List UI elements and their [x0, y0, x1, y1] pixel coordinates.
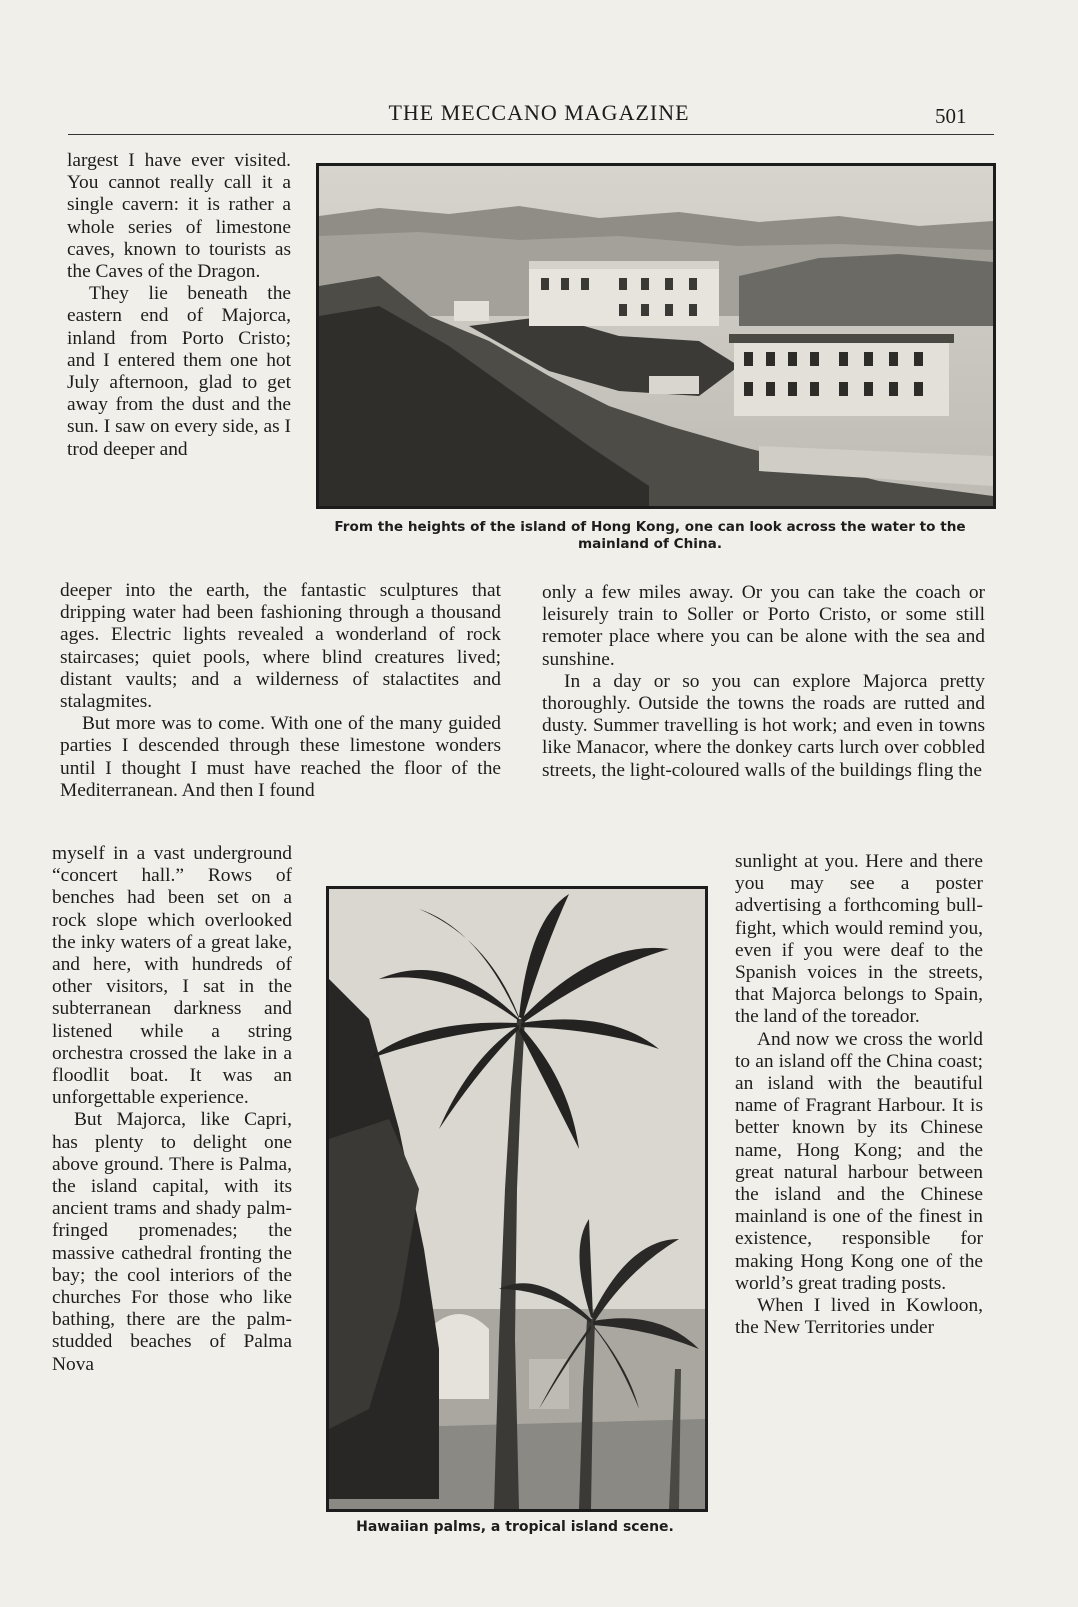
- paragraph: But Majorca, like Capri, has plenty to delight one above ground. There is Palma, the island capital, with its ancient trams and shady palm-fringed promenades; the massive cathedral fronting the bay; the cool interiors of the churches For those who like bathing, there are the palm-studded beaches of Palma Nova: [52, 1109, 292, 1375]
- paragraph: deeper into the earth, the fantastic sculptures that dripping water had been fashioning through a thousand ages. Electric lights revealed a wonderland of rock staircases; quiet pools, where blind creatures lived; distant vaults; and a wilderness of stalactites and stalagmites.: [60, 580, 501, 713]
- header-rule: [68, 134, 994, 135]
- page-number: 501: [935, 104, 967, 128]
- paragraph: When I lived in Kowloon, the New Territories under: [735, 1295, 983, 1339]
- paragraph: myself in a vast underground “concert hall.” Rows of benches had been set on a rock slope which overlooked the inky waters of a great lake, and here, with hundreds of other visitors, I sat in the subterranean darkness and listened while a string orchestra crossed the lake in a floodlit boat. It was an unforgettable experience.: [52, 843, 292, 1109]
- column-right-top: [542, 582, 985, 782]
- column-left-middle: [60, 580, 501, 802]
- magazine-title: THE MECCANO MAGAZINE: [388, 100, 690, 125]
- hong-kong-photo: [316, 163, 996, 509]
- palm-trees-caption: Hawaiian palms, a tropical island scene.: [356, 1519, 674, 1535]
- paragraph: But more was to come. With one of the many guided parties I descended through these limestone wonders until I thought I must have reached the floor of the Mediterranean. And then I found: [60, 713, 501, 801]
- paragraph: only a few miles away. Or you can take the coach or leisurely train to Soller or Porto Cristo, or some still remoter place where you can be alone with the sea and sunshine.: [542, 582, 985, 670]
- paragraph: And now we cross the world to an island off the China coast; an island with the beautiful name of Fragrant Harbour. It is better known by its Chinese name, Hong Kong; and the great natural harbour between the island and the Chinese mainland is one of the finest in existence, responsible for making Hong Kong one of the world’s great trading posts.: [735, 1028, 983, 1294]
- paragraph: largest I have ever visited. You cannot really call it a single cavern: it is rather a whole series of limestone caves, known to tourists as the Caves of the Dragon.: [67, 150, 291, 283]
- palm-trees-photo: [326, 886, 708, 1512]
- paragraph: In a day or so you can explore Majorca pretty thoroughly. Outside the towns the roads are rutted and dusty. Summer travelling is hot work; and even in towns like Manacor, where the donkey carts lurch over cobbled streets, the light-coloured walls of the buildings fling the: [542, 670, 985, 781]
- paragraph: sunlight at you. Here and there you may see a poster advertising a forthcoming bull-fight, which would remind you, even if you were deaf to the Spanish voices in the streets, that Majorca belongs to Spain, the land of the toreador.: [735, 851, 983, 1028]
- column-left-bottom: [52, 843, 292, 1376]
- hong-kong-caption: From the heights of the island of Hong Kong, one can look across the water to the mainland of China.: [334, 519, 966, 552]
- column-left-top: [67, 150, 291, 461]
- column-right-bottom: [735, 851, 983, 1339]
- paragraph: They lie beneath the eastern end of Majorca, inland from Porto Cristo; and I entered them one hot July afternoon, glad to get away from the dust and the sun. I saw on every side, as I trod deeper and: [67, 283, 291, 460]
